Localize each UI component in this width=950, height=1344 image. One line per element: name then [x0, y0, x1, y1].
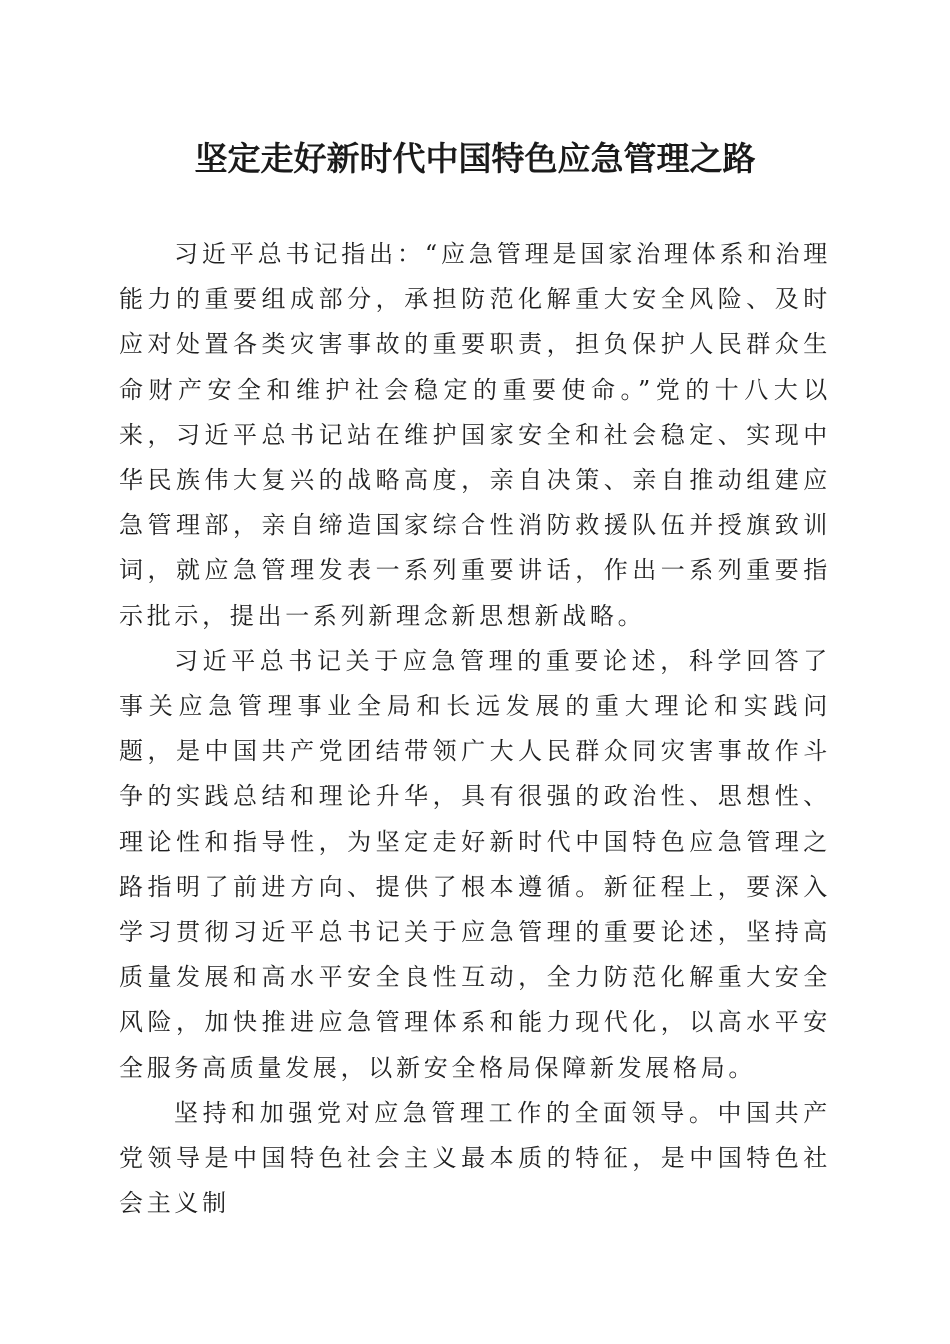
document-title: 坚定走好新时代中国特色应急管理之路 [194, 139, 756, 178]
document-body [119, 232, 831, 1226]
paragraph-3: 坚持和加强党对应急管理工作的全面领导。中国共产党领导是中国特色社会主义最本质的特征，是中国特色社会主义制 [119, 1098, 831, 1218]
paragraph-1: 习近平总书记指出：“应急管理是国家治理体系和治理能力的重要组成部分，承担防范化解重大安全风险、及时应对处置各类灾害事故的重要职责，担负保护人民群众生命财产安全和维护社会稳定的重要使命。”党的十八大以来，习近平总书记站在维护国家安全和社会稳定、实现中华民族伟大复兴的战略高度，亲自决策、亲自推动组建应急管理部，亲自缔造国家综合性消防救援队伍并授旗致训词，就应急管理发表一系列重要讲话，作出一系列重要指示批示，提出一系列新理念新思想新战略。 [119, 240, 831, 630]
paragraph-2: 习近平总书记关于应急管理的重要论述，科学回答了事关应急管理事业全局和长远发展的重大理论和实践问题，是中国共产党团结带领广大人民群众同灾害事故作斗争的实践总结和理论升华，具有很强的政治性、思想性、理论性和指导性，为坚定走好新时代中国特色应急管理之路指明了前进方向、提供了根本遵循。新征程上，要深入学习贯彻习近平总书记关于应急管理的重要论述，坚持高质量发展和高水平安全良性互动，全力防范化解重大安全风险，加快推进应急管理体系和能力现代化，以高水平安全服务高质量发展，以新安全格局保障新发展格局。 [119, 646, 831, 1082]
